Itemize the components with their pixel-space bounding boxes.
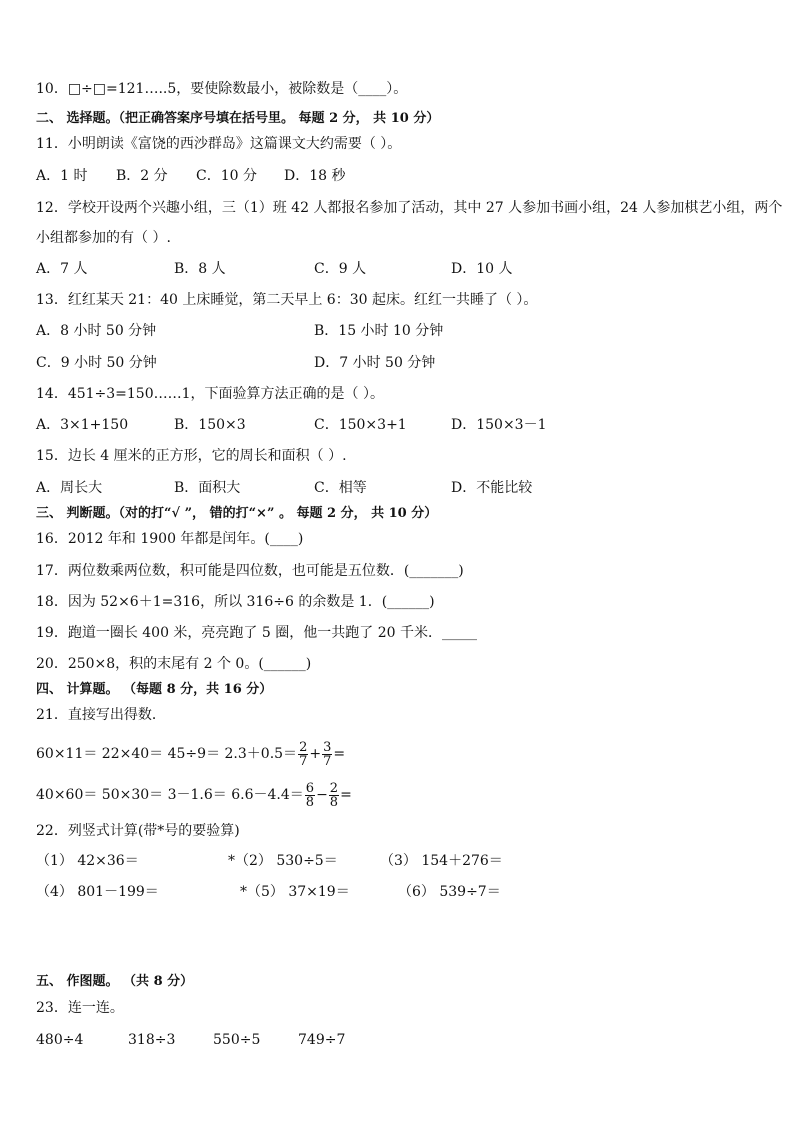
q13-stem: 13．红红某天 21：40 上床睡觉，第二天早上 6：30 起床。红红一共睡了（ ）。 [36,292,538,308]
fraction-numerator: 2 [299,739,308,755]
q23-item-4: 749÷7 [298,1032,346,1048]
fraction-operator: + [309,746,322,762]
q21-row2-text: 40×60＝ 50×30＝ 3－1.6＝ 6.6－4.4＝ [36,787,304,803]
q22-item-1: （1） 42×36＝ [36,853,139,869]
q11-stem: 11．小明朗读《富饶的西沙群岛》这篇课文大约需要（ ）。 [36,136,402,152]
q14-option-b: B．150×3 [174,417,246,433]
q18: 18．因为 52×6＋1=316，所以 316÷6 的余数是 1．(______) [36,594,435,610]
q23-item-2: 318÷3 [128,1032,176,1048]
q12-option-c: C．9 人 [314,261,367,277]
q21-row2 [36,780,352,810]
q11-option-c: C．10 分 [196,168,257,184]
q14-option-a: A．3×1+150 [36,417,129,433]
q12-option-b: B．8 人 [174,261,226,277]
q21-row1-fraction-2 [322,741,332,768]
q14-option-d: D．150×3－1 [451,417,547,433]
q15-stem: 15．边长 4 厘米的正方形，它的周长和面积（ ）. [36,448,347,464]
q15-option-b: B．面积大 [174,480,241,496]
q23-item-1: 480÷4 [36,1032,84,1048]
q11-option-b: B．2 分 [116,168,168,184]
section-3-title: 三、 判断题。（对的打“√ ”， 错的打“×” 。 每题 2 分， 共 10 分） [36,506,438,521]
fraction-numerator: 3 [323,739,332,755]
q21-row1-text: 60×11＝ 22×40＝ 45÷9＝ 2.3＋0.5＝ [36,746,298,762]
section-5-title: 五、 作图题。 （共 8 分） [36,974,194,989]
q13-option-d: D．7 小时 50 分钟 [314,355,436,371]
q12-option-a: A．7 人 [36,261,88,277]
q13-option-b: B．15 小时 10 分钟 [314,323,444,339]
q11-option-a: A．1 时 [36,168,88,184]
q19: 19．跑道一圈长 400 米，亮亮跑了 5 圈，他一共跑了 20 千米．_____ [36,625,477,641]
q21-row2-fraction-1 [305,782,315,809]
q20: 20．250×8，积的末尾有 2 个 0。(______) [36,656,312,672]
q21-row2-fraction-2 [329,782,339,809]
q12-stem-line1: 12．学校开设两个兴趣小组，三（1）班 42 人都报名参加了活动，其中 27 人参加书画小组，24 人参加棋艺小组，两个 [36,200,783,216]
q22-stem: 22．列竖式计算(带*号的要验算) [36,823,240,839]
fraction-denominator: 7 [299,753,308,769]
q12-option-d: D．10 人 [451,261,513,277]
q14-option-c: C．150×3+1 [314,417,407,433]
fraction-denominator: 8 [329,794,339,810]
section-2-title: 二、 选择题。（把正确答案序号填在括号里。 每题 2 分， 共 10 分） [36,111,440,126]
q15-option-d: D．不能比较 [451,480,533,496]
fraction-operator: − [316,787,328,803]
q22-item-4: （4） 801－199＝ [36,884,159,900]
q15-option-c: C．相等 [314,480,367,496]
q15-option-a: A．周长大 [36,480,103,496]
q22-item-2: *（2） 530÷5＝ [228,853,338,869]
q21-row1 [36,739,345,769]
q21-stem: 21．直接写出得数． [36,707,166,723]
q21-row1-fraction-1 [298,741,308,768]
q11-option-d: D．18 秒 [284,168,346,184]
q23-item-3: 550÷5 [213,1032,261,1048]
fraction-denominator: 7 [323,753,332,769]
q17: 17．两位数乘两位数，积可能是四位数，也可能是五位数．(_______) [36,563,464,579]
section-4-title: 四、 计算题。 （每题 8 分，共 16 分） [36,682,273,697]
q22-item-5: *（5） 37×19＝ [240,884,350,900]
q16: 16．2012 年和 1900 年都是闰年。(____) [36,531,304,547]
equals-sign: = [340,787,352,803]
q23-stem: 23．连一连。 [36,1000,124,1016]
q22-item-6: （6） 539÷7＝ [398,884,501,900]
q13-option-c: C．9 小时 50 分钟 [36,355,157,371]
q14-stem: 14．451÷3=150……1，下面验算方法正确的是（ ）。 [36,386,384,402]
q22-item-3: （3） 154＋276＝ [380,853,503,869]
fraction-numerator: 6 [305,780,315,796]
q12-stem-line2: 小组都参加的有（ ）. [36,230,171,246]
equals-sign: = [333,746,346,762]
fraction-denominator: 8 [305,794,315,810]
fraction-numerator: 2 [329,780,339,796]
q10: 10．□÷□=121…..5，要使除数最小，被除数是（____）。 [36,81,408,97]
q13-option-a: A．8 小时 50 分钟 [36,323,157,339]
